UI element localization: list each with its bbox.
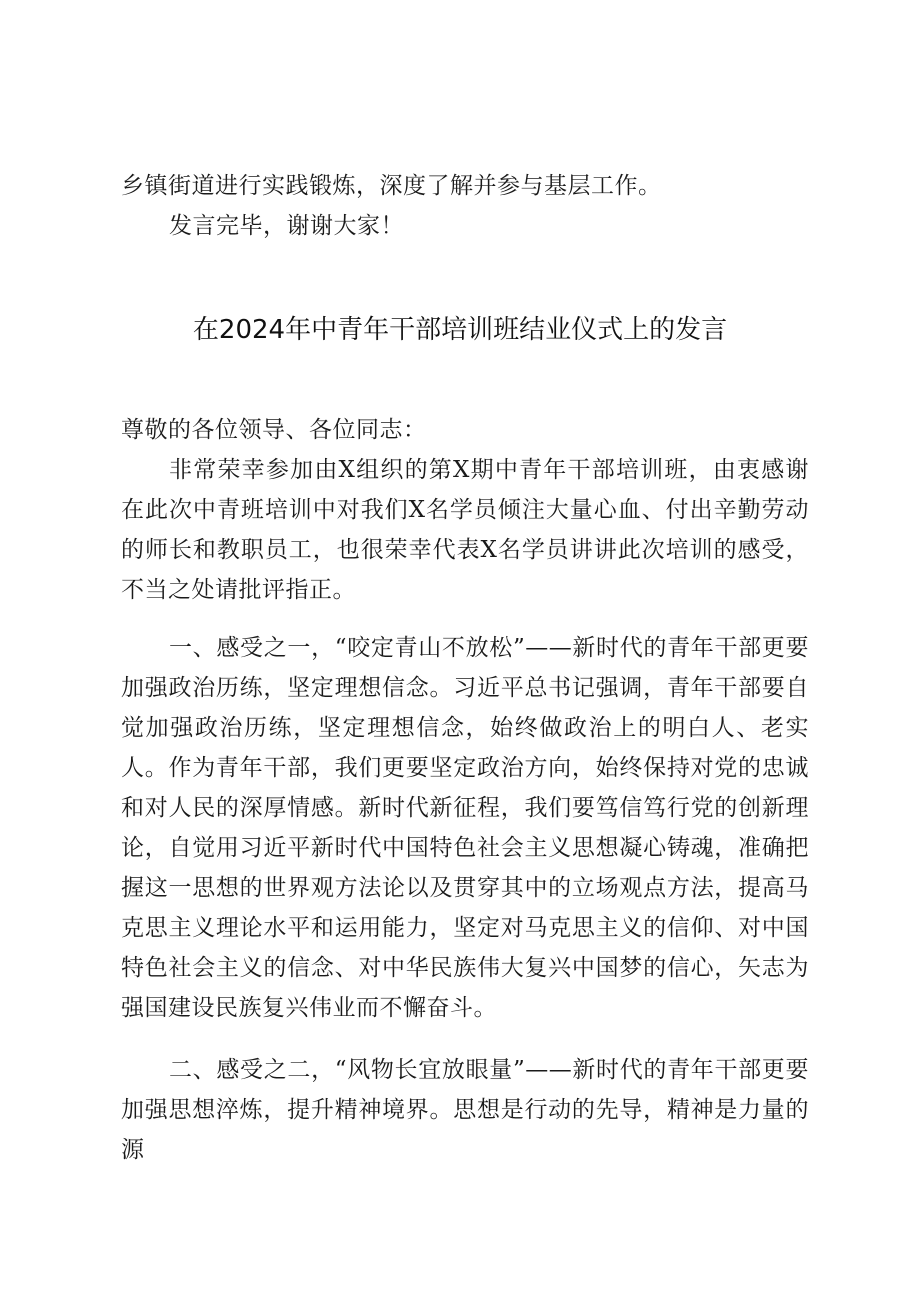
speech-salutation: 尊敬的各位领导、各位同志： [121, 417, 427, 443]
speech-title: 在2024年中青年干部培训班结业仪式上的发言 [192, 315, 728, 345]
previous-section-continuation: 乡镇街道进行实践锻炼，深度了解并参与基层工作。 [121, 173, 662, 199]
speech-paragraph-intro: 非常荣幸参加由X组织的第X期中青年干部培训班，由衷感谢在此次中青班培训中对我们X名学员倾注大量心血、付出辛勤劳动的师长和教职员工，也很荣幸代表X名学员讲讲此次培训的感受，不当之处请批评指正。 [121, 457, 809, 603]
speech-paragraph-feeling-two: 二、感受之二，“风物长宜放眼量”——新时代的青年干部更要加强思想淬炼，提升精神境界。思想是行动的先导，精神是力量的源 [121, 1057, 809, 1163]
speech-paragraph-feeling-one: 一、感受之一，“咬定青山不放松”——新时代的青年干部更要加强政治历练，坚定理想信念。习近平总书记强调，青年干部要自觉加强政治历练，坚定理想信念，始终做政治上的明白人、老实人。作为青年干部，我们更要坚定政治方向，始终保持对党的忠诚和对人民的深厚情感。新时代新征程，我们要笃信笃行党的创新理论，自觉用习近平新时代中国特色社会主义思想凝心铸魂，准确把握这一思想的世界观方法论以及贯穿其中的立场观点方法，提高马克思主义理论水平和运用能力，坚定对马克思主义的信仰、对中国特色社会主义的信念、对中华民族伟大复兴中国梦的信心，矢志为强国建设民族复兴伟业而不懈奋斗。 [121, 635, 809, 1021]
previous-section-closing: 发言完毕，谢谢大家！ [169, 213, 404, 239]
